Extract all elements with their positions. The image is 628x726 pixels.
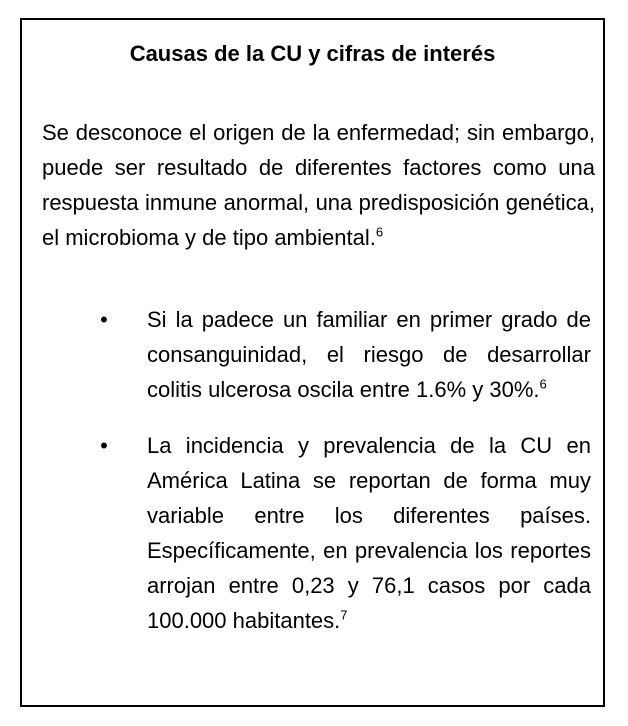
intro-text: Se desconoce el origen de la enfermedad; sin embargo, puede ser resultado de diferentes factores como una respuesta inmune anormal, una predisposición genética, el microbioma y de tipo ambiental.: [42, 120, 595, 250]
intro-paragraph: [42, 115, 595, 255]
list-item: [22, 302, 603, 407]
intro-reference: 6: [375, 224, 384, 240]
bullet-reference: 7: [340, 607, 348, 623]
bullet-reference: 6: [539, 376, 547, 392]
box-title: Causas de la CU y cifras de interés: [129, 41, 496, 66]
info-box: [20, 18, 605, 707]
bullet-text: Si la padece un familiar en primer grado de consanguinidad, el riesgo de desarrollar colitis ulcerosa oscila entre 1.6% y 30%.: [147, 307, 591, 402]
list-item: [22, 428, 603, 638]
bullet-text: La incidencia y prevalencia de la CU en América Latina se reportan de forma muy variable entre los diferentes países. Específicamente, en prevalencia los reportes arrojan entre 0,23 y 76,1 casos por cada 100.000 habitantes.: [147, 433, 591, 633]
bullet-icon: •: [100, 307, 108, 332]
bullet-list: [22, 302, 603, 638]
bullet-icon: •: [100, 433, 108, 458]
